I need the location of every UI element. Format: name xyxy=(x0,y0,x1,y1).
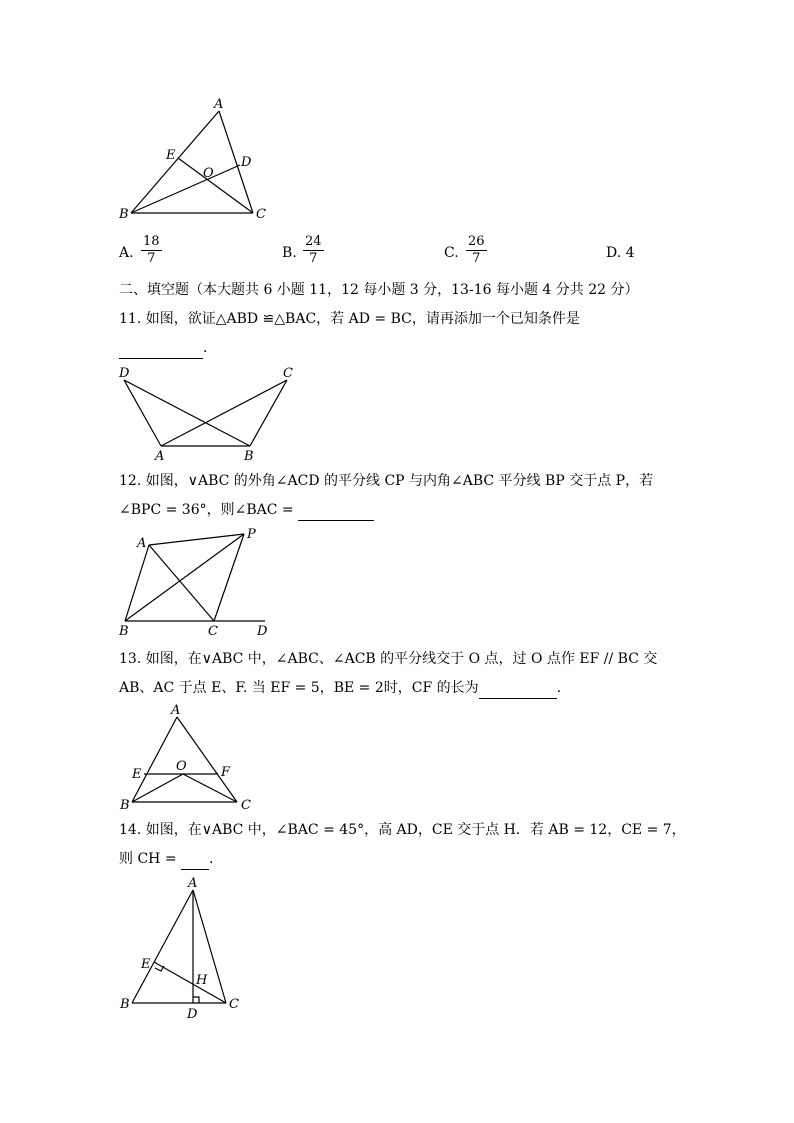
label-D: D xyxy=(257,624,268,639)
label-P: P xyxy=(247,527,256,542)
label-A: A xyxy=(137,536,147,551)
q12-text-line2: ∠BPC = 36°，则∠BAC = xyxy=(119,500,374,521)
label-D: D xyxy=(119,366,130,381)
label-B: B xyxy=(119,207,129,222)
label-F: F xyxy=(221,765,231,780)
label-A: A xyxy=(214,97,224,112)
label-C: C xyxy=(208,624,218,639)
label-O: O xyxy=(176,759,187,774)
label-E: E xyxy=(166,148,176,163)
label-C: C xyxy=(256,207,266,222)
label-C: C xyxy=(241,798,251,813)
label-B: B xyxy=(119,624,129,639)
label-H: H xyxy=(196,973,208,988)
label-A: A xyxy=(171,703,181,718)
q11-answer-line: . xyxy=(119,338,207,359)
label-B: B xyxy=(120,798,130,813)
label-C: C xyxy=(283,366,293,381)
label-A: A xyxy=(188,876,198,891)
q13-text-line2: AB、AC 于点 E、F. 当 EF = 5，BE = 2时，CF 的长为 . xyxy=(119,678,561,699)
label-A: A xyxy=(155,449,165,464)
option-a-letter: A. xyxy=(119,245,134,261)
label-E: E xyxy=(132,767,142,782)
label-B: B xyxy=(120,997,130,1012)
label-D: D xyxy=(187,1007,198,1022)
q11-text: 11. 如图，欲证△ABD ≌△BAC，若 AD = BC，请再添加一个已知条件是 xyxy=(119,311,580,327)
q13-text-line1: 13. 如图，在∨ABC 中，∠ABC、∠ACB 的平分线交于 O 点，过 O 点作 EF // BC 交 xyxy=(119,651,658,667)
option-d[interactable]: D. 4 xyxy=(606,245,635,261)
option-b-letter: B. xyxy=(282,245,297,261)
option-c-fraction: $\frac{26}{7}$ xyxy=(468,234,485,266)
option-b-fraction: $\frac{24}{7}$ xyxy=(305,234,322,266)
label-E: E xyxy=(141,957,151,972)
label-B: B xyxy=(244,449,254,464)
section-title: 二、填空题（本大题共 6 小题 11，12 每小题 3 分，13-16 每小题 4 分共 22 分） xyxy=(119,282,639,298)
option-a-fraction: $\frac{18}{7}$ xyxy=(143,234,160,266)
label-D: D xyxy=(241,155,252,170)
option-c-letter: C. xyxy=(444,245,459,261)
q14-text-line1: 14. 如图，在∨ABC 中，∠BAC = 45°，高 AD，CE 交于点 H．若 AB = 12，CE = 7， xyxy=(119,822,686,838)
label-C: C xyxy=(229,997,239,1012)
label-O: O xyxy=(203,166,214,181)
q12-text-line1: 12. 如图，∨ABC 的外角∠ACD 的平分线 CP 与内角∠ABC 平分线 BP 交于点 P，若 xyxy=(119,473,654,489)
q14-text-line2: 则 CH = . xyxy=(119,849,213,870)
